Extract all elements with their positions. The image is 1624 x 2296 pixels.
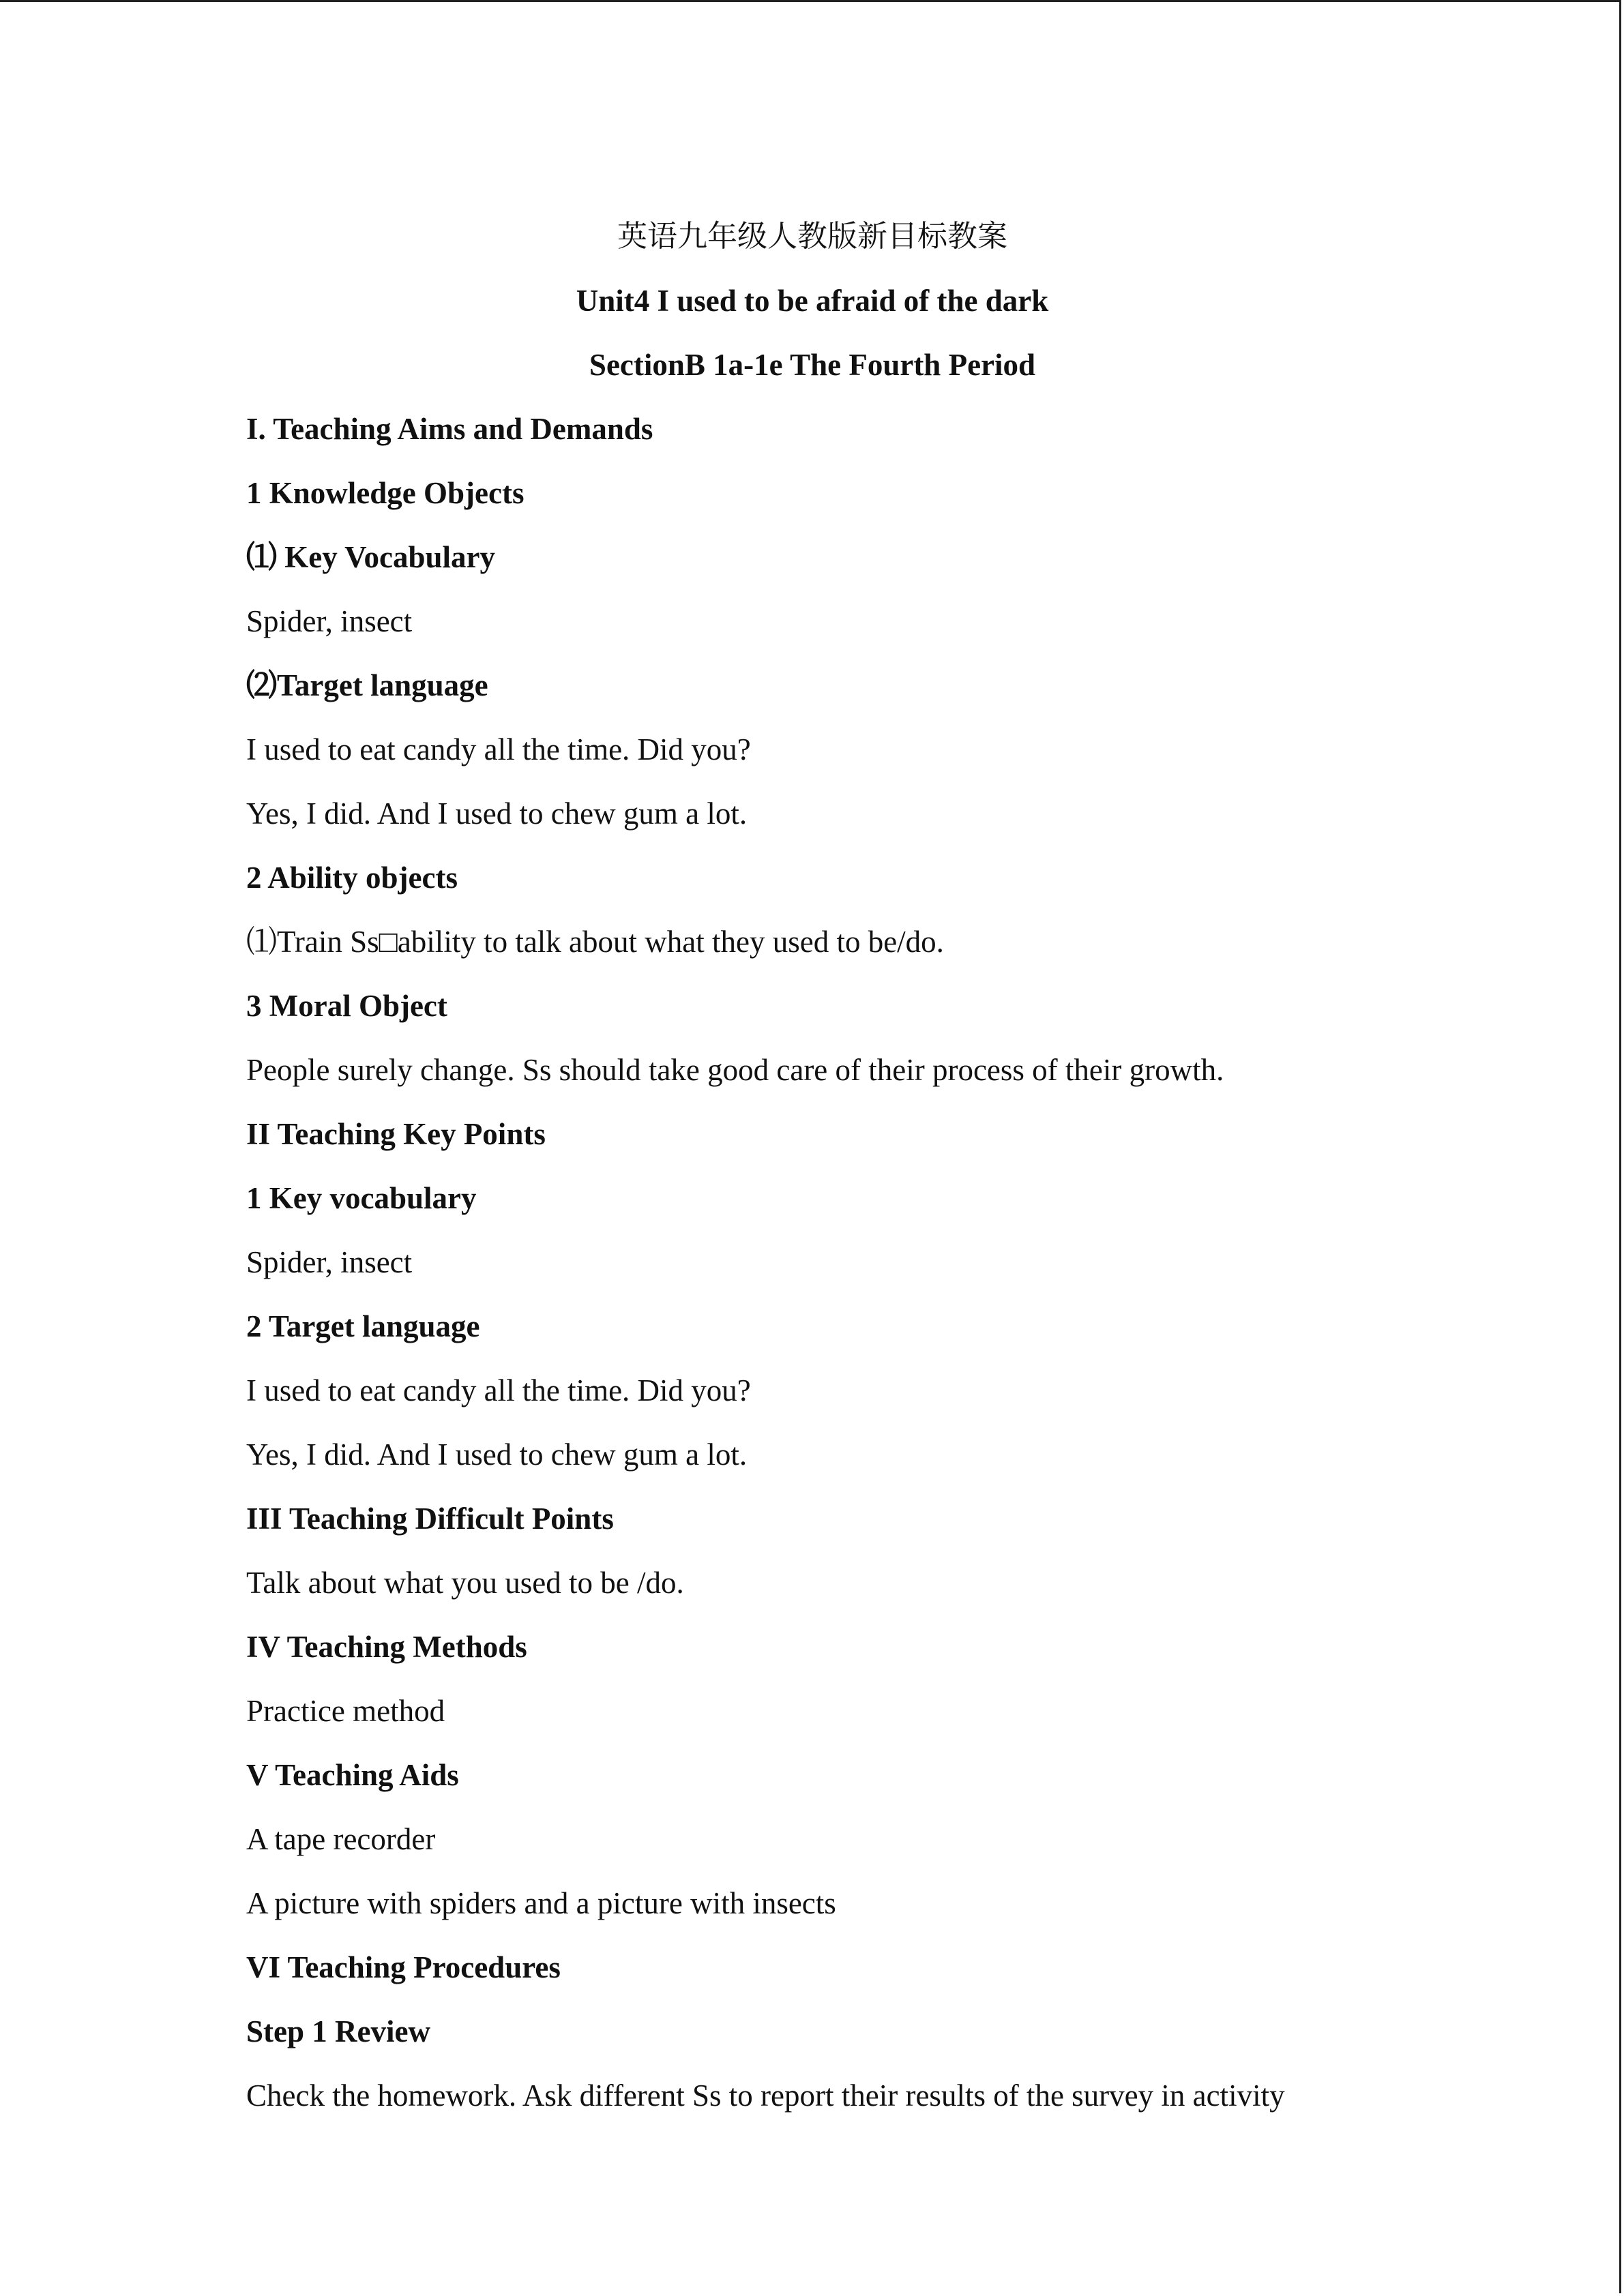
- section-heading: 3 Moral Object: [246, 989, 447, 1023]
- body-text-line: Talk about what you used to be /do.: [246, 1566, 684, 1600]
- section-heading: 1 Key vocabulary: [246, 1181, 477, 1215]
- body-text-line: Spider, insect: [246, 1245, 413, 1279]
- section-heading: I. Teaching Aims and Demands: [246, 412, 653, 446]
- section-heading: Step 1 Review: [246, 2014, 430, 2048]
- section-heading: ⑵Target language: [246, 668, 488, 702]
- section-heading: 1 Knowledge Objects: [246, 476, 525, 510]
- body-text-line: A tape recorder: [246, 1822, 436, 1856]
- body-text-line: A picture with spiders and a picture with insects: [246, 1886, 836, 1920]
- section-heading: 2 Target language: [246, 1309, 480, 1343]
- title-block: [246, 205, 1378, 397]
- body-text-line: People surely change. Ss should take good care of their process of their growth.: [246, 1053, 1224, 1087]
- section-heading: II Teaching Key Points: [246, 1117, 546, 1151]
- body-text-line: Check the homework. Ask different Ss to report their results of the survey in activity: [246, 2078, 1285, 2113]
- body-text-line: Yes, I did. And I used to chew gum a lot.: [246, 1437, 748, 1472]
- document-title-cn: 英语九年级人教版新目标教案: [617, 219, 1007, 254]
- body-text-line: I used to eat candy all the time. Did you?: [246, 732, 751, 766]
- body-text-line: I used to eat candy all the time. Did you?: [246, 1373, 751, 1407]
- section-heading: VI Teaching Procedures: [246, 1950, 561, 1984]
- body-lines: [246, 397, 1542, 2128]
- section-title: SectionB 1a-1e The Fourth Period: [589, 348, 1036, 382]
- section-heading: IV Teaching Methods: [246, 1630, 527, 1664]
- section-heading: V Teaching Aids: [246, 1758, 459, 1792]
- section-heading: 2 Ability objects: [246, 861, 458, 895]
- section-heading: ⑴ Key Vocabulary: [246, 540, 496, 574]
- body-text-line: Spider, insect: [246, 604, 413, 638]
- document-body: [246, 205, 1542, 2128]
- body-text-line: ⑴Train Ss□ability to talk about what they used to be/do.: [246, 925, 944, 959]
- unit-title: Unit4 I used to be afraid of the dark: [576, 284, 1049, 318]
- body-text-line: Practice method: [246, 1694, 445, 1728]
- body-text-line: Yes, I did. And I used to chew gum a lot.: [246, 796, 748, 831]
- section-heading: III Teaching Difficult Points: [246, 1502, 614, 1536]
